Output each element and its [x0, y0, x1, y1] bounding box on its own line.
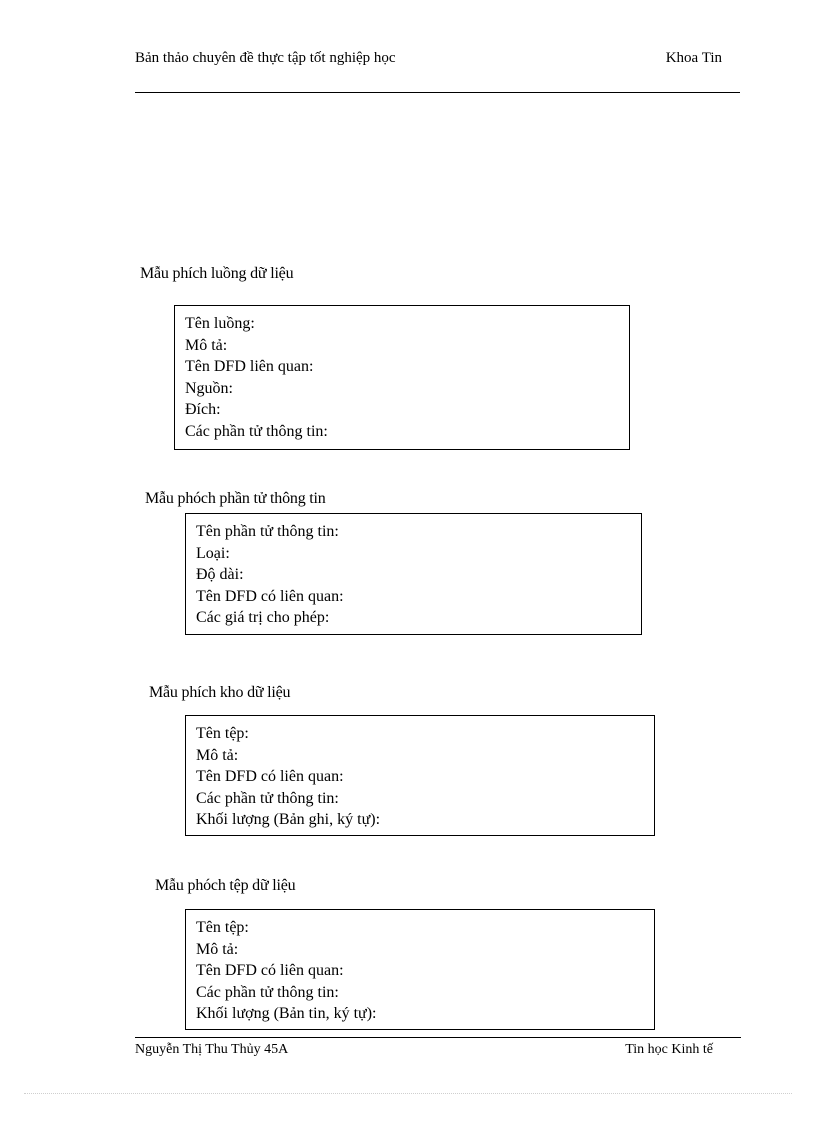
field-source: Nguồn: — [185, 379, 233, 397]
section-title-data-store-card: Mẫu phích kho dữ liệu — [149, 684, 291, 701]
field-file-name: Tên tệp: — [196, 725, 249, 742]
field-volume: Khối lượng (Bản ghi, ký tự): — [196, 811, 381, 828]
section-title-info-element-card: Mẫu phóch phần tử thông tin — [145, 490, 326, 507]
field-file-name: Tên tệp: — [196, 919, 249, 936]
section-title-data-flow-card: Mẫu phích luồng dữ liệu — [140, 265, 294, 282]
field-related-dfd: Tên DFD liên quan: — [185, 358, 314, 375]
field-element-name: Tên phần tử thông tin: — [196, 523, 339, 540]
info-element-card-box — [185, 513, 642, 635]
field-destination: Đích: — [185, 401, 221, 418]
footer-major: Tin học Kinh tế — [625, 1042, 713, 1057]
field-info-elements: Các phần tử thông tin: — [185, 422, 328, 440]
page-footer — [135, 1037, 741, 1082]
field-type: Loại: — [196, 544, 230, 562]
footer-author: Nguyễn Thị Thu Thủy 45A — [135, 1042, 289, 1057]
field-length: Độ dài: — [196, 566, 244, 583]
field-related-dfd: Tên DFD có liên quan: — [196, 768, 344, 785]
data-file-card-box — [185, 909, 655, 1030]
field-description: Mô tả: — [185, 336, 228, 354]
section-title-data-file-card: Mẫu phóch tệp dữ liệu — [155, 877, 296, 894]
data-flow-card-box — [174, 305, 630, 450]
field-volume: Khối lượng (Bản tin, ký tự): — [196, 1005, 377, 1022]
field-description: Mô tả: — [196, 940, 239, 958]
page-edge-divider — [24, 1093, 792, 1094]
field-info-elements: Các phần tử thông tin: — [196, 789, 339, 807]
field-info-elements: Các phần tử thông tin: — [196, 983, 339, 1001]
data-store-card-box — [185, 715, 655, 836]
header-document-title: Bản thảo chuyên đề thực tập tốt nghiệp học — [135, 50, 396, 66]
field-flow-name: Tên luồng: — [185, 315, 255, 332]
field-related-dfd: Tên DFD có liên quan: — [196, 587, 344, 605]
field-related-dfd: Tên DFD có liên quan: — [196, 962, 344, 979]
field-description: Mô tả: — [196, 746, 239, 764]
field-allowed-values: Các giá trị cho phép: — [196, 609, 330, 626]
header-department: Khoa Tin — [665, 50, 722, 66]
page-header — [135, 48, 740, 93]
